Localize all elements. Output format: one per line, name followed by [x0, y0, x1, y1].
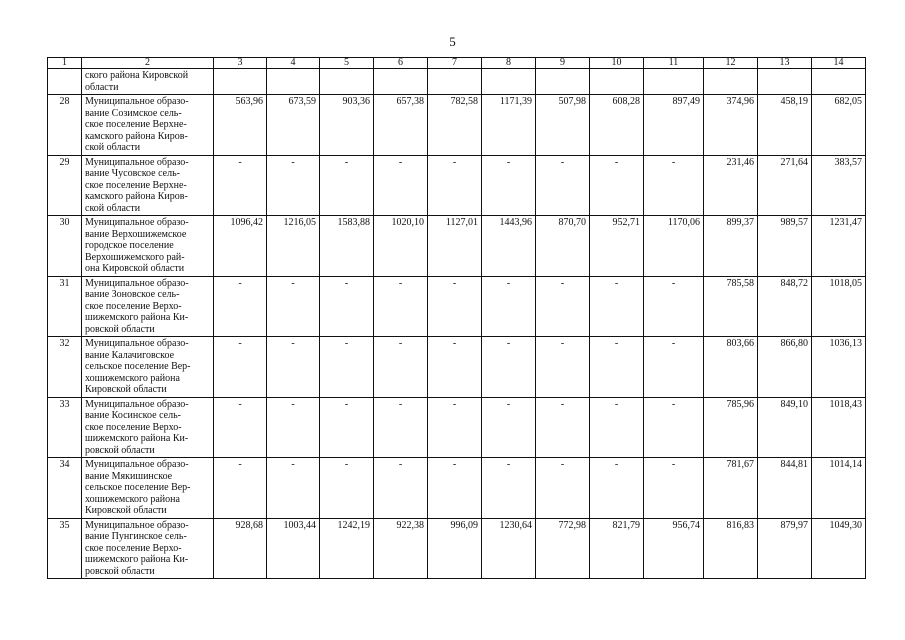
value-cell: 1230,64 [482, 518, 536, 579]
value-cell: 458,19 [758, 95, 812, 156]
value-cell: - [482, 458, 536, 519]
table-row [48, 337, 866, 398]
table-row [48, 95, 866, 156]
municipality-name [82, 95, 214, 156]
name-line: вание Верхошижемское [85, 228, 187, 240]
table-row [48, 458, 866, 519]
value-cell: - [590, 276, 644, 337]
name-line: Муниципальное образо- [85, 217, 189, 228]
empty-cell [812, 69, 866, 95]
name-line: вание Мякишинское [85, 470, 173, 482]
empty-cell [428, 69, 482, 95]
name-line: Кировской области [85, 384, 167, 395]
row-number: 35 [48, 518, 82, 579]
table-row [48, 397, 866, 458]
value-cell: 922,38 [374, 518, 428, 579]
municipality-name [82, 337, 214, 398]
empty-cell [590, 69, 644, 95]
table-row [48, 155, 866, 216]
name-line: вание Чусовское сель- [85, 168, 180, 179]
value-cell: - [644, 458, 704, 519]
value-cell: 1171,39 [482, 95, 536, 156]
value-cell: 1020,10 [374, 216, 428, 277]
name-line: шижемского района Ки- [85, 554, 189, 565]
name-line: Муниципальное образо- [85, 338, 189, 349]
value-cell: - [590, 397, 644, 458]
value-cell: - [590, 458, 644, 519]
table-row [48, 216, 866, 277]
municipality-name [82, 458, 214, 519]
value-cell: - [267, 458, 320, 519]
column-header: 13 [758, 58, 812, 69]
value-cell: - [428, 155, 482, 216]
name-line: вание Пунгинское сель- [85, 531, 187, 542]
column-header: 9 [536, 58, 590, 69]
value-cell: 785,96 [704, 397, 758, 458]
value-cell: 563,96 [214, 95, 267, 156]
value-cell: - [482, 155, 536, 216]
value-cell: - [428, 397, 482, 458]
value-cell: - [320, 276, 374, 337]
page-number: 5 [449, 34, 456, 49]
value-cell: 928,68 [214, 518, 267, 579]
value-cell: - [536, 276, 590, 337]
value-cell: 1049,30 [812, 518, 866, 579]
name-line: Муниципальное образо- [85, 277, 189, 289]
value-cell: - [374, 155, 428, 216]
name-line: камского района Киров- [85, 130, 188, 142]
value-cell: - [267, 276, 320, 337]
value-cell: 1583,88 [320, 216, 374, 277]
name-line: вание Косинское сель- [85, 410, 181, 421]
name-line: ское поселение Верхо- [85, 300, 182, 312]
column-header: 12 [704, 58, 758, 69]
name-line: ровской области [85, 323, 155, 335]
value-cell: - [428, 458, 482, 519]
value-cell: - [267, 337, 320, 398]
value-cell: - [214, 458, 267, 519]
value-cell: 374,96 [704, 95, 758, 156]
value-cell: 870,70 [536, 216, 590, 277]
name-line: Верхошижемского рай- [85, 251, 185, 263]
value-cell: 682,05 [812, 95, 866, 156]
name-line: ской области [85, 202, 141, 214]
value-cell: 956,74 [644, 518, 704, 579]
column-header: 8 [482, 58, 536, 69]
name-line: Муниципальное образо- [85, 459, 189, 470]
name-line: ского района Кировской [85, 70, 189, 81]
value-cell: - [482, 397, 536, 458]
column-header: 5 [320, 58, 374, 69]
row-number: 30 [48, 216, 82, 277]
name-line: вание Калачиговское [85, 349, 175, 361]
municipality-name [82, 276, 214, 337]
value-cell: 1216,05 [267, 216, 320, 277]
value-cell: 608,28 [590, 95, 644, 156]
value-cell: - [320, 458, 374, 519]
name-line: хошижемского района [85, 493, 180, 505]
empty-cell [482, 69, 536, 95]
value-cell: - [536, 397, 590, 458]
value-cell: - [320, 155, 374, 216]
value-cell: - [428, 337, 482, 398]
empty-cell [536, 69, 590, 95]
row-number: 28 [48, 95, 82, 156]
value-cell: 1018,43 [812, 397, 866, 458]
value-cell: - [536, 458, 590, 519]
row-number: 34 [48, 458, 82, 519]
column-header: 7 [428, 58, 482, 69]
value-cell: 1242,19 [320, 518, 374, 579]
name-line: шижемского района Ки- [85, 433, 189, 444]
value-cell: - [536, 337, 590, 398]
value-cell: - [374, 337, 428, 398]
value-cell: - [590, 155, 644, 216]
value-cell: 849,10 [758, 397, 812, 458]
value-cell: 1443,96 [482, 216, 536, 277]
name-line: вание Созимское сель- [85, 107, 182, 119]
name-line: Муниципальное образо- [85, 398, 189, 410]
value-cell: 803,66 [704, 337, 758, 398]
column-header: 6 [374, 58, 428, 69]
name-line: сельское поселение Вер- [85, 482, 191, 493]
value-cell: 507,98 [536, 95, 590, 156]
row-number: 32 [48, 337, 82, 398]
header-row [48, 58, 866, 69]
empty-cell [267, 69, 320, 95]
name-line: ской области [85, 142, 141, 153]
name-line: вание Зоновское сель- [85, 289, 180, 300]
value-cell: - [374, 276, 428, 337]
value-cell: 1231,47 [812, 216, 866, 277]
value-cell: 785,58 [704, 276, 758, 337]
name-line: шижемского района Ки- [85, 312, 189, 323]
value-cell: 1014,14 [812, 458, 866, 519]
value-cell: 844,81 [758, 458, 812, 519]
name-line: ское поселение Верхо- [85, 421, 182, 433]
row-number: 33 [48, 397, 82, 458]
value-cell: 952,71 [590, 216, 644, 277]
value-cell: - [214, 337, 267, 398]
value-cell: 657,38 [374, 95, 428, 156]
value-cell: - [267, 397, 320, 458]
name-line: городское поселение [85, 240, 174, 251]
value-cell: 816,83 [704, 518, 758, 579]
municipality-name [82, 69, 214, 95]
empty-cell [704, 69, 758, 95]
name-line: Муниципальное образо- [85, 96, 189, 107]
value-cell: - [374, 397, 428, 458]
row-number: 29 [48, 155, 82, 216]
name-line: ское поселение Верхне- [85, 179, 187, 191]
value-cell: 848,72 [758, 276, 812, 337]
value-cell: 673,59 [267, 95, 320, 156]
value-cell: - [482, 337, 536, 398]
value-cell: 782,58 [428, 95, 482, 156]
municipality-name [82, 397, 214, 458]
value-cell: - [644, 337, 704, 398]
name-line: Муниципальное образо- [85, 156, 189, 168]
table-body [48, 58, 866, 579]
value-cell: 996,09 [428, 518, 482, 579]
name-line: камского района Киров- [85, 191, 188, 202]
column-header: 10 [590, 58, 644, 69]
value-cell: 1036,13 [812, 337, 866, 398]
value-cell: 231,46 [704, 155, 758, 216]
name-line: ское поселение Верхне- [85, 119, 187, 130]
value-cell: 781,67 [704, 458, 758, 519]
table-row [48, 276, 866, 337]
municipality-name [82, 518, 214, 579]
name-line: она Кировской области [85, 263, 185, 274]
empty-cell [374, 69, 428, 95]
value-cell: 1096,42 [214, 216, 267, 277]
value-cell: - [644, 276, 704, 337]
row-number [48, 69, 82, 95]
column-header: 4 [267, 58, 320, 69]
value-cell: - [590, 337, 644, 398]
name-line: Кировской области [85, 505, 167, 516]
municipality-name [82, 155, 214, 216]
value-cell: 1170,06 [644, 216, 704, 277]
column-header: 11 [644, 58, 704, 69]
value-cell: - [214, 155, 267, 216]
name-line: ровской области [85, 565, 155, 577]
continuation-row [48, 69, 866, 95]
value-cell: - [214, 276, 267, 337]
column-header: 2 [82, 58, 214, 69]
column-header: 14 [812, 58, 866, 69]
name-line: Муниципальное образо- [85, 519, 189, 531]
value-cell: 879,97 [758, 518, 812, 579]
name-line: хошижемского района [85, 372, 180, 384]
value-cell: 899,37 [704, 216, 758, 277]
row-number: 31 [48, 276, 82, 337]
value-cell: 1127,01 [428, 216, 482, 277]
column-header: 1 [48, 58, 82, 69]
value-cell: 897,49 [644, 95, 704, 156]
empty-cell [758, 69, 812, 95]
value-cell: 772,98 [536, 518, 590, 579]
value-cell: 383,57 [812, 155, 866, 216]
value-cell: 271,64 [758, 155, 812, 216]
name-line: области [85, 81, 119, 93]
column-header: 3 [214, 58, 267, 69]
value-cell: 903,36 [320, 95, 374, 156]
empty-cell [644, 69, 704, 95]
value-cell: - [644, 397, 704, 458]
value-cell: - [267, 155, 320, 216]
value-cell: - [374, 458, 428, 519]
name-line: ское поселение Верхо- [85, 542, 182, 554]
value-cell: - [536, 155, 590, 216]
value-cell: 821,79 [590, 518, 644, 579]
table-row [48, 518, 866, 579]
empty-cell [214, 69, 267, 95]
value-cell: - [428, 276, 482, 337]
data-table [47, 57, 866, 579]
municipality-name [82, 216, 214, 277]
empty-cell [320, 69, 374, 95]
value-cell: 989,57 [758, 216, 812, 277]
value-cell: 866,80 [758, 337, 812, 398]
name-line: сельское поселение Вер- [85, 361, 191, 372]
value-cell: - [644, 155, 704, 216]
value-cell: - [320, 337, 374, 398]
value-cell: - [214, 397, 267, 458]
value-cell: 1018,05 [812, 276, 866, 337]
name-line: ровской области [85, 444, 155, 456]
value-cell: - [320, 397, 374, 458]
value-cell: 1003,44 [267, 518, 320, 579]
value-cell: - [482, 276, 536, 337]
